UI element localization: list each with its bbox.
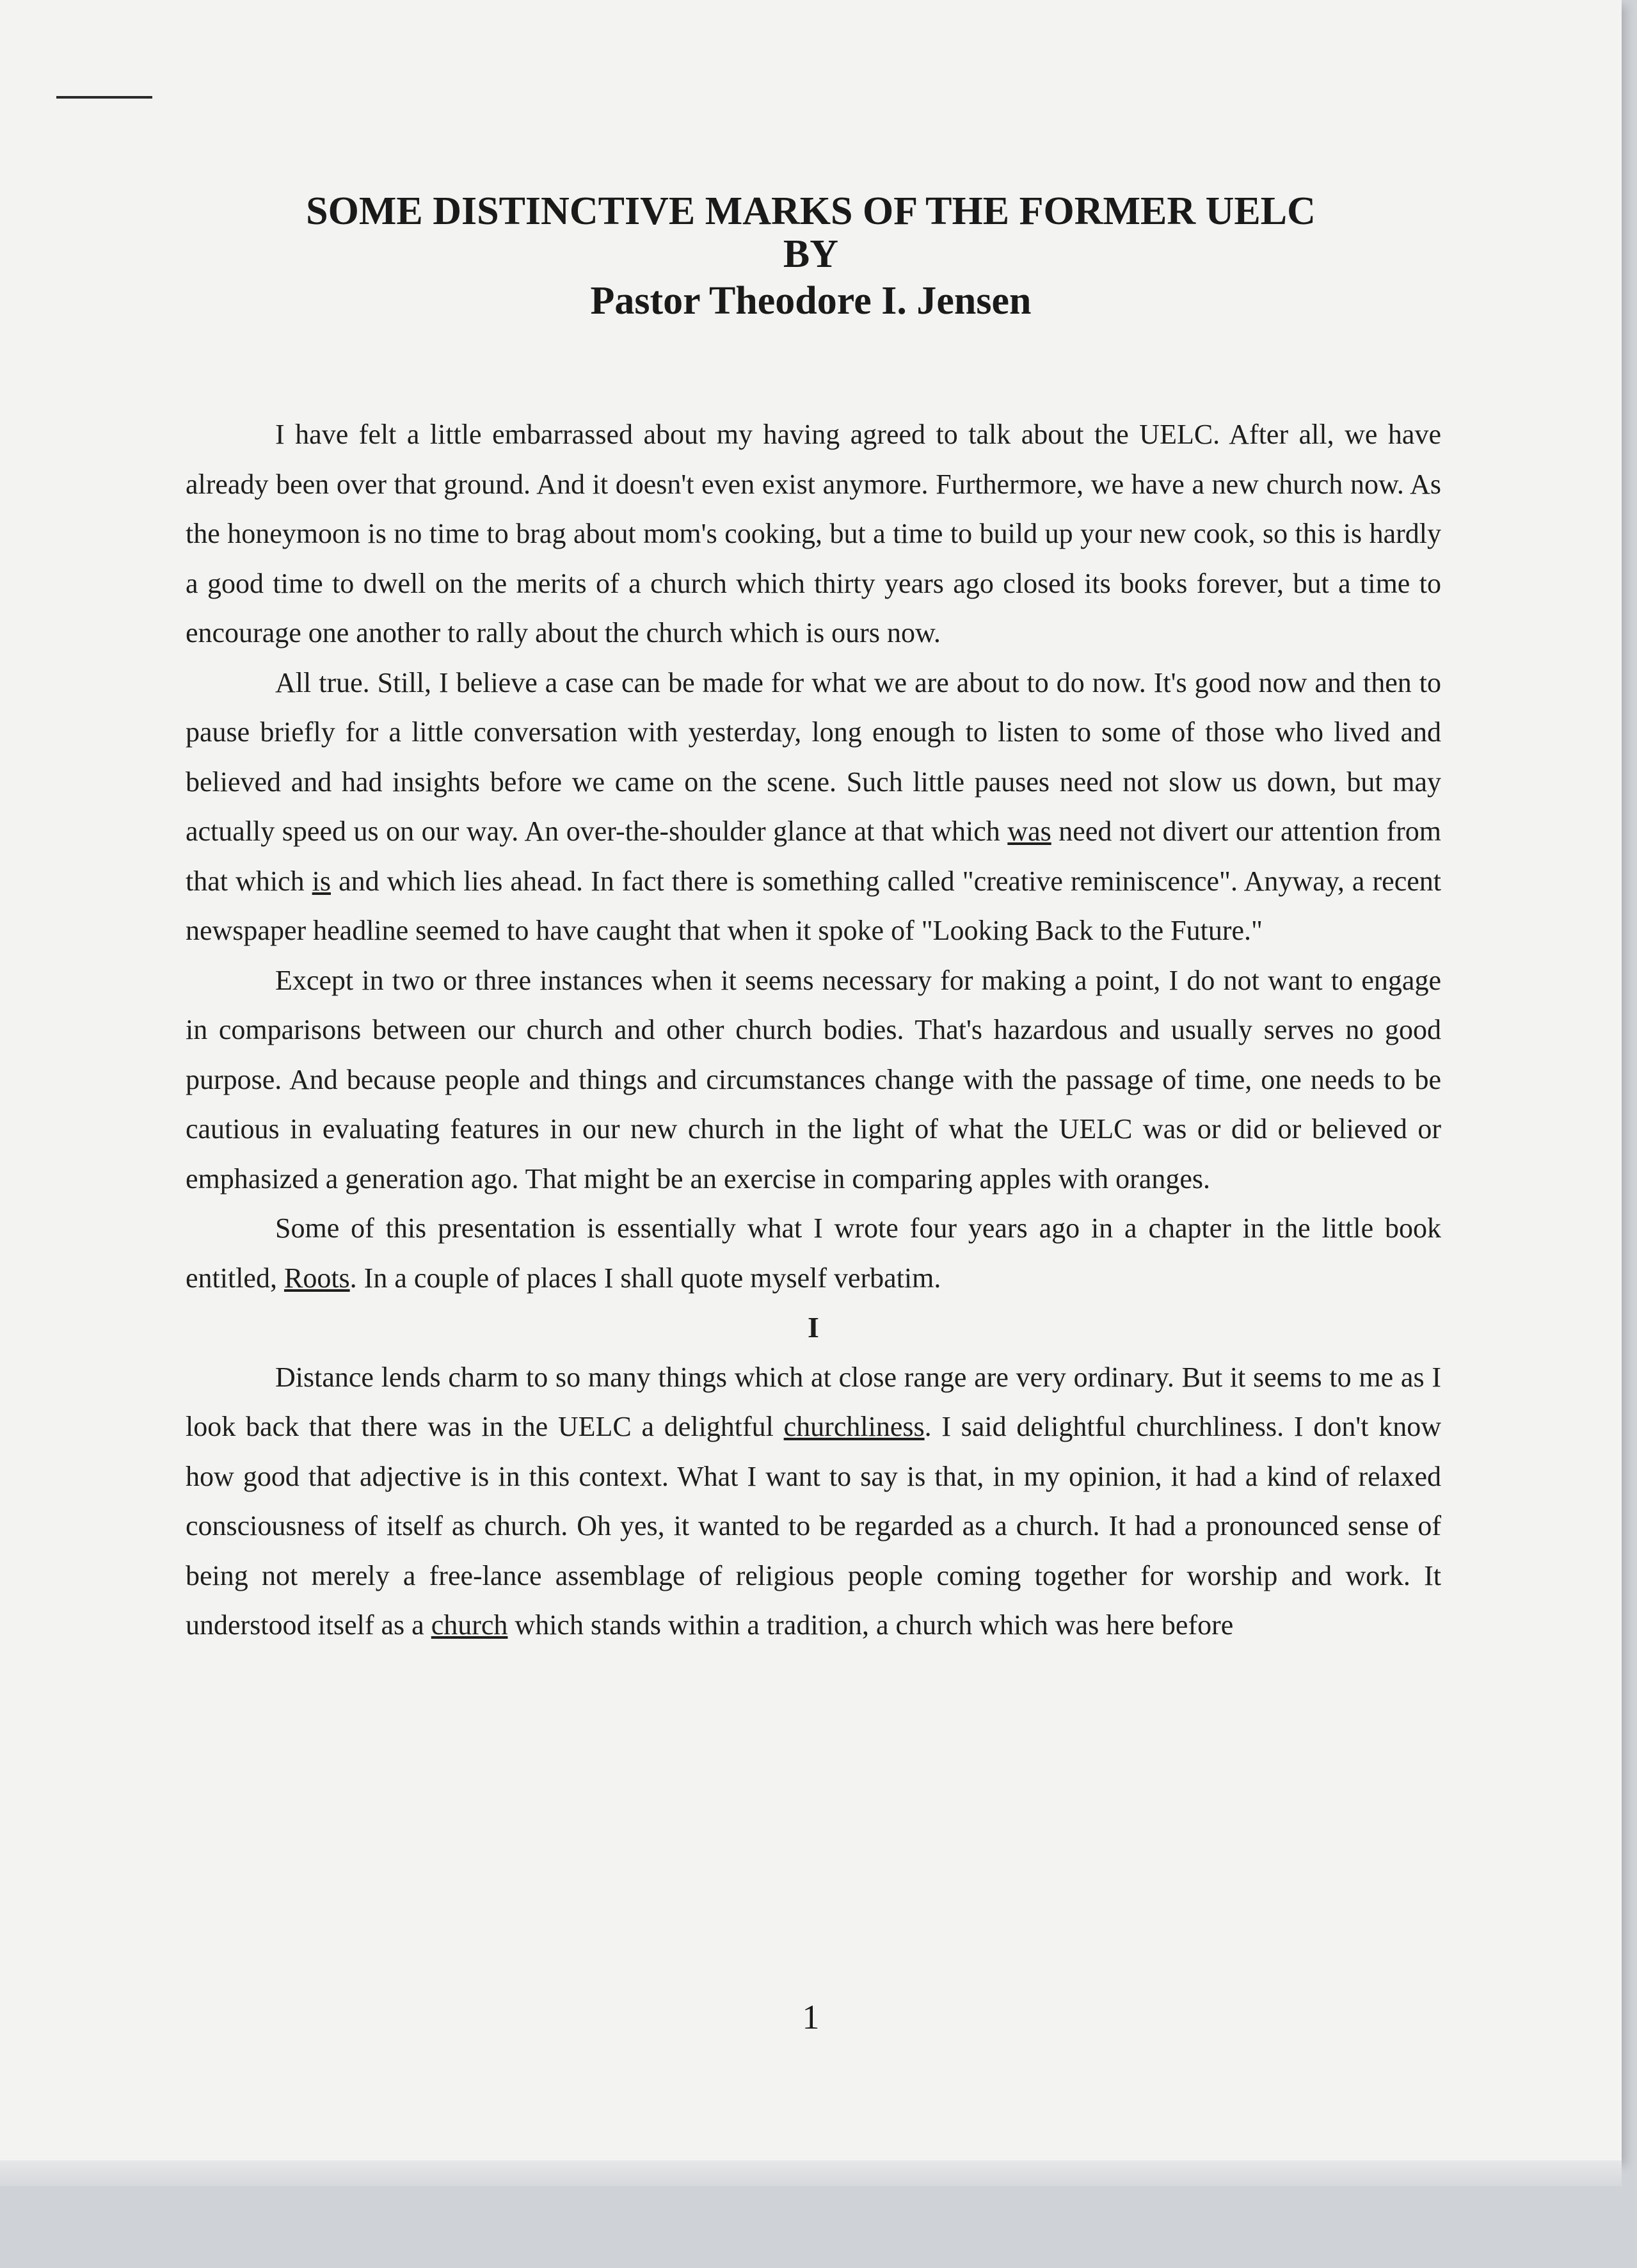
- underlined-book-title: Roots: [283, 1262, 350, 1294]
- underlined-word-churchliness: churchliness: [783, 1411, 925, 1442]
- document-body: [186, 410, 1441, 1650]
- section-paragraph-text-a: Distance lends charm to so many things which at close range are very ordinary. But it seems to me as I look back that there was in the UELC a delightful: [186, 1361, 1441, 1442]
- paragraph-2-text-b: need not divert our attention from that which: [186, 816, 1441, 897]
- paragraph-2-text-a: All true. Still, I believe a case can be made for what we are about to do now. It's good now and then to pause briefly for a little conversation with yesterday, long enough to listen to some of those who lived and believed and had insights before we came on the scene. Such little pauses need not slow us down, but may actually speed us on our way. An over-the-shoulder glance at that which: [186, 666, 1441, 847]
- section-paragraph: [186, 1353, 1441, 1650]
- paragraph-1: I have felt a little embarrassed about my having agreed to talk about the UELC. After all, we have already been over that ground. And it doesn't even exist anymore. Furthermore, we have a new church now. As the honeymoon is no time to brag about mom's cooking, but a time to build up your new cook, so this is hardly a good time to dwell on the merits of a church which thirty years ago closed its books forever, but a time to encourage one another to rally about the church which is ours now.: [186, 419, 1441, 648]
- underlined-word-was: was: [1007, 816, 1051, 847]
- underlined-word-church: church: [431, 1609, 508, 1641]
- byline-label: BY: [783, 232, 839, 276]
- underlined-word-is: is: [312, 865, 331, 897]
- paragraph-3: Except in two or three instances when it seems necessary for making a point, I do not want to engage in comparisons between our church and other church bodies. That's hazardous and usually serves no good purpose. And because people and things and circumstances change with the passage of time, one needs to be cautious in evaluating features in our new church in the light of what the UELC was or did or believed or emphasized a generation ago. That might be an exercise in comparing apples with oranges.: [186, 964, 1441, 1194]
- paragraph-4-text-b: . In a couple of places I shall quote myself verbatim.: [349, 1262, 941, 1294]
- paper-stack-edge: [0, 2160, 1622, 2186]
- paragraph-2-text-c: and which lies ahead. In fact there is something called "creative reminiscence". Anyway, a recent newspaper headline seemed to have caught that when it spoke of "Looking Back to the Future.": [186, 865, 1441, 946]
- section-paragraph-text-c: which stands within a tradition, a church which was here before: [507, 1609, 1234, 1641]
- margin-mark: [56, 96, 152, 99]
- paragraph-4: [186, 1203, 1441, 1303]
- document-title: SOME DISTINCTIVE MARKS OF THE FORMER UELC: [306, 189, 1316, 233]
- author-name: Pastor Theodore I. Jensen: [590, 279, 1032, 323]
- page-number: 1: [802, 1998, 820, 2036]
- paragraph-4-text-a: Some of this presentation is essentially what I wrote four years ago in a chapter in the little book entitled,: [186, 1212, 1441, 1294]
- paragraph-2: [186, 658, 1441, 956]
- section-heading: I: [808, 1311, 819, 1344]
- section-paragraph-text-b: . I said delightful churchliness. I don't know how good that adjective is in this context. What I want to say is that, in my opinion, it had a kind of relaxed consciousness of itself as church. Oh yes, it wanted to be regarded as a church. It had a pronounced sense of being not merely a free-lance assemblage of religious people coming together for worship and work. It understood itself as a: [186, 1411, 1442, 1641]
